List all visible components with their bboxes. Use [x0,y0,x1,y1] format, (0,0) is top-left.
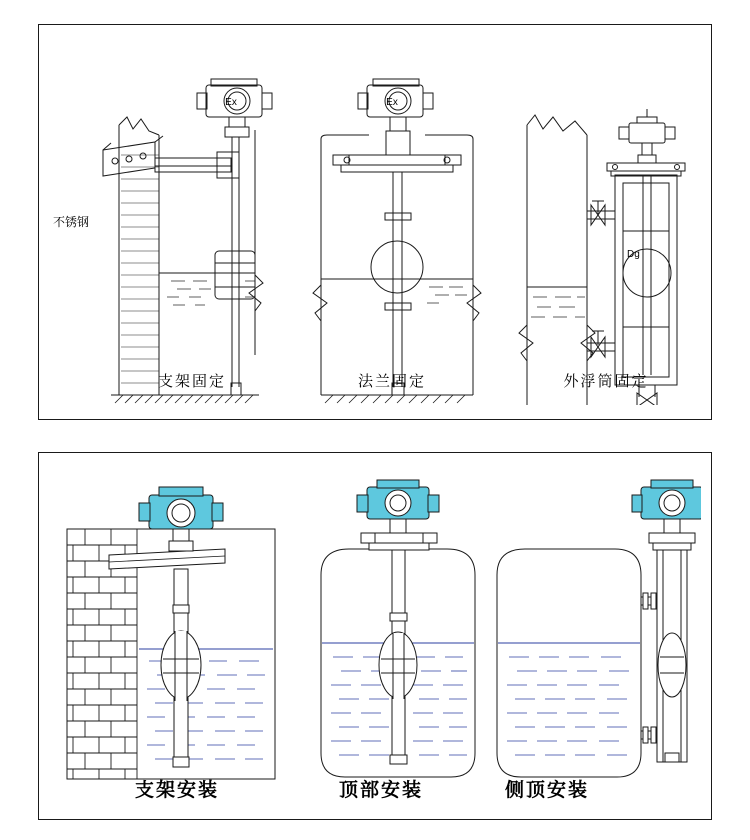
top-panel [38,24,712,420]
label-stainless-steel: 不锈钢 [53,215,90,229]
fig-bracket-install [63,483,283,783]
svg-text:Ex: Ex [386,97,398,108]
caption-flange-fixed: 法兰固定 [357,373,426,390]
svg-text:Ex: Ex [225,97,237,108]
caption-external-chamber-fixed: 外浮筒固定 [563,373,649,390]
fig-bracket-fixed [53,35,289,405]
svg-text:Dg: Dg [627,249,640,260]
caption-bracket-fixed: 支架固定 [157,373,226,390]
bottom-panel [38,452,712,820]
fig-top-install [303,477,493,783]
caption-side-top-install: 侧顶安装 [504,780,589,801]
caption-bracket-install: 支架安装 [134,780,219,801]
fig-external-chamber-fixed [479,35,709,405]
caption-top-install: 顶部安装 [338,780,423,801]
fig-flange-fixed [297,35,497,405]
fig-side-top-install [491,477,701,783]
